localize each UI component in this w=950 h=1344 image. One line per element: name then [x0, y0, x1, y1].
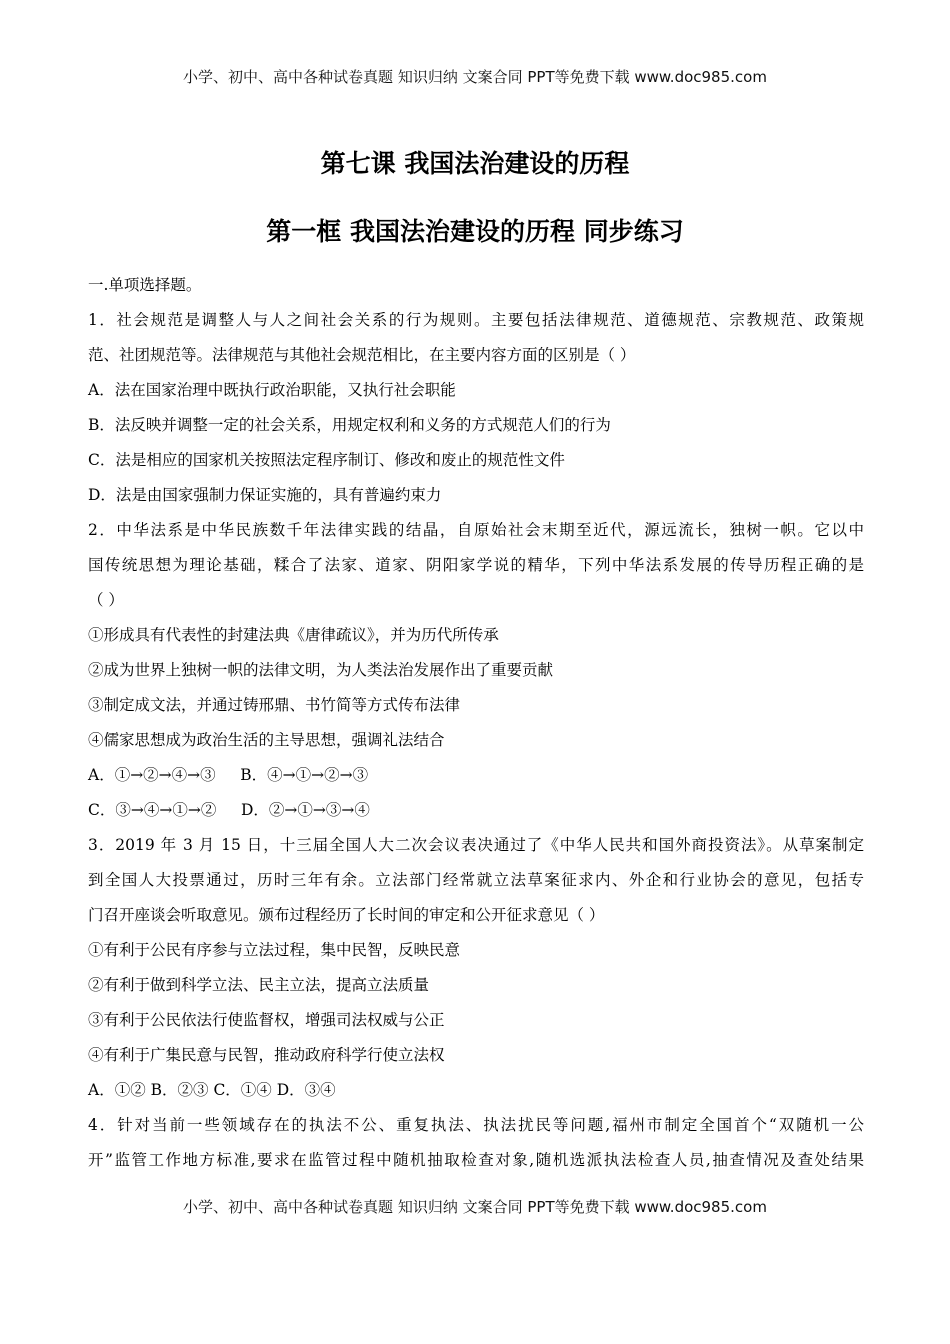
option-row: A．①② B．②③ C．①④ D．③④ — [88, 1081, 336, 1099]
lesson-title: 第七课 我国法治建设的历程 — [320, 149, 630, 178]
question-stem: 3．2019 年 3 月 15 日，十三届全国人大二次会议表决通过了《中华人民共和国外商投资法》。从草案制定 — [88, 836, 864, 854]
statement-item: ①有利于公民有序参与立法过程，集中民智，反映民意 — [88, 941, 461, 959]
statement-item: ②成为世界上独树一帜的法律文明，为人类法治发展作出了重要贡献 — [88, 661, 554, 679]
question-stem: 门召开座谈会听取意见。颁布过程经历了长时间的审定和公开征求意见（ ） — [88, 906, 605, 924]
option-a: A．①→②→④→③ — [88, 766, 216, 784]
question-1 — [88, 303, 864, 513]
option-row — [88, 758, 864, 793]
option-c: C．法是相应的国家机关按照法定程序制订、修改和废止的规范性文件 — [88, 451, 565, 469]
question-4 — [88, 1108, 864, 1178]
option-a: A．法在国家治理中既执行政治职能，又执行社会职能 — [88, 381, 456, 399]
question-stem: 2．中华法系是中华民族数千年法律实践的结晶，自原始社会末期至近代，源远流长，独树一帜。它以中 — [88, 521, 864, 539]
option-b: B．法反映并调整一定的社会关系，用规定权利和义务的方式规范人们的行为 — [88, 416, 611, 434]
question-stem: 1．社会规范是调整人与人之间社会关系的行为规则。主要包括法律规范、道德规范、宗教规范、政策规 — [88, 311, 864, 329]
statement-item: ④儒家思想成为政治生活的主导思想，强调礼法结合 — [88, 731, 445, 749]
question-stem: （ ） — [88, 591, 124, 609]
section-heading: 一.单项选择题。 — [88, 276, 202, 294]
page-footer: 小学、初中、高中各种试卷真题 知识归纳 文案合同 PPT等免费下载 www.doc985.com — [183, 1198, 767, 1216]
option-b: B．④→①→②→③ — [240, 766, 369, 784]
option-d: D．法是由国家强制力保证实施的，具有普遍约束力 — [88, 486, 442, 504]
statement-item: ③制定成文法，并通过铸邢鼎、书竹简等方式传布法律 — [88, 696, 461, 714]
option-c: C．③→④→①→② — [88, 801, 217, 819]
option-d: D．②→①→③→④ — [240, 801, 370, 819]
question-stem: 开”监管工作地方标准,要求在监管过程中随机抽取检查对象,随机选派执法检查人员,抽查情况及查处结果 — [88, 1151, 864, 1169]
question-stem: 4．针对当前一些领域存在的执法不公、重复执法、执法扰民等问题,福州市制定全国首个“双随机一公 — [88, 1116, 864, 1134]
statement-item: ①形成具有代表性的封建法典《唐律疏议》，并为历代所传承 — [88, 626, 499, 644]
question-stem: 范、社团规范等。法律规范与其他社会规范相比，在主要内容方面的区别是（ ） — [88, 346, 636, 364]
question-3 — [88, 828, 864, 1108]
question-2 — [88, 513, 864, 828]
question-stem: 国传统思想为理论基础，糅合了法家、道家、阴阳家学说的精华，下列中华法系发展的传导历程正确的是 — [88, 556, 864, 574]
option-row — [88, 793, 864, 828]
exercise-content — [88, 268, 864, 1178]
page-header: 小学、初中、高中各种试卷真题 知识归纳 文案合同 PPT等免费下载 www.doc985.com — [183, 68, 767, 86]
section-title: 第一框 我国法治建设的历程 同步练习 — [266, 217, 684, 246]
question-stem: 到全国人大投票通过，历时三年有余。立法部门经常就立法草案征求内、外企和行业协会的意见，包括专 — [88, 871, 864, 889]
statement-item: ③有利于公民依法行使监督权，增强司法权威与公正 — [88, 1011, 445, 1029]
statement-item: ②有利于做到科学立法、民主立法，提高立法质量 — [88, 976, 430, 994]
statement-item: ④有利于广集民意与民智，推动政府科学行使立法权 — [88, 1046, 445, 1064]
